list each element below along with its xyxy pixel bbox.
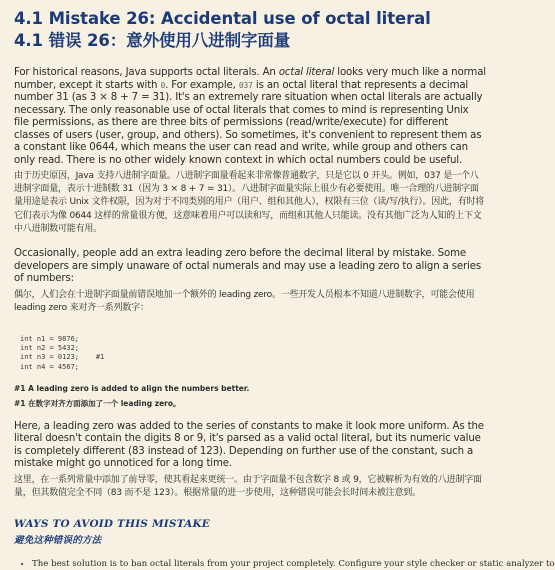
code-line: int n2 = 5432; xyxy=(20,344,80,353)
paragraph-2-en: Occasionally, people add an extra leading zero before the decimal literal by mistake. Some developers are simply unaware of octal numerals and may use a leading zero to align a series of numbers: xyxy=(14,248,482,285)
paragraph-2-zh: 偶尔，人们会在十进制字面量前错误地加一个额外的 leading zero。一些开发人员根本不知道八进制数字，可能会使用 leading zero 来对齐一系列数字： xyxy=(14,289,475,313)
code-caption-en: #1 A leading zero is added to align the numbers better. xyxy=(14,383,250,393)
bullet-list xyxy=(14,559,555,570)
code-line: int n3 = 0123; #1 xyxy=(20,353,105,362)
subheading-zh: 避免这种错误的方法 xyxy=(14,535,102,547)
section-title-zh: 4.1 错误 26：意外使用八进制字面量 xyxy=(14,31,291,50)
paragraph-3-en: Here, a leading zero was added to the series of constants to make it look more uniform. As the literal doesn't contain the digits 8 or 9, it's parsed as a valid octal literal, but its numeric value is completely different (83 instead of 123). Depending on further use of the constant, such a mistake might go unnoticed for a long time. xyxy=(14,420,484,470)
paragraph-1-zh: 由于历史原因，Java 支持八进制字面量。八进制字面量看起来非常像普通数字，只是它以 0 开头。例如，037 是一个八进制字面量，表示十进制数 31（因为 3 × 8 + 7 = 31）。八进制字面量实际上很少有必要使用。唯一合理的八进制字面量用途是表示 Unix 文件权限，因为对于不同类别的用户（用户、组和其他人），权限有三位（读/写/执行）。因此，有时将它们表示为像 0644 这样的常量很方便，这意味着用户可以读和写，而组和其他人只能读。没有其他广泛为人知的上下文中八进制数可能有用。 xyxy=(14,171,485,234)
code-line: int n1 = 9876; xyxy=(20,334,80,343)
code-caption-zh: #1 在数字对齐方面添加了一个 leading zero。 xyxy=(14,398,181,408)
code-listing xyxy=(14,329,486,378)
section-title-en: 4.1 Mistake 26: Accidental use of octal literal xyxy=(14,9,431,28)
inline-code: 0 xyxy=(160,80,166,90)
list-item: • The best solution is to ban octal literals from your project completely. Configure your style checker or static analyzer to xyxy=(32,559,486,570)
octal-literal-term: octal literal xyxy=(278,67,335,78)
inline-code: 037 xyxy=(238,80,253,90)
paragraph-1-en: For historical reasons, Java supports octal literals. An octal literal looks very much like a normal number, except it starts with 0. For example, 037 is an octal literal that represents a decimal number 31 (as 3 × 8 + 7 = 31). It's an extremely rare situation when octal literals are actually necessary. The only reasonable use of octal literals that comes to mind is representing Unix file permissions, as there are three bits of permissions (read/write/execute) for different classes of users (user, group, and others). So sometimes, it's convenient to represent them as a constant like 0644, which means the user can read and write, while group and others can only read. There is no other widely known context in which octal numbers could be useful. xyxy=(14,67,486,166)
subheading-en: WAYS TO AVOID THIS MISTAKE xyxy=(14,518,210,531)
paragraph-3-zh: 这里，在一系列常量中添加了前导零，使其看起来更统一。由于字面量不包含数字 8 或 9，它被解析为有效的八进制字面量，但其数值完全不同（83 而不是 123）。根据常量的进一步使用，这种错误可能会长时间未被注意到。 xyxy=(14,474,482,498)
code-line: int n4 = 4567; xyxy=(20,362,80,371)
